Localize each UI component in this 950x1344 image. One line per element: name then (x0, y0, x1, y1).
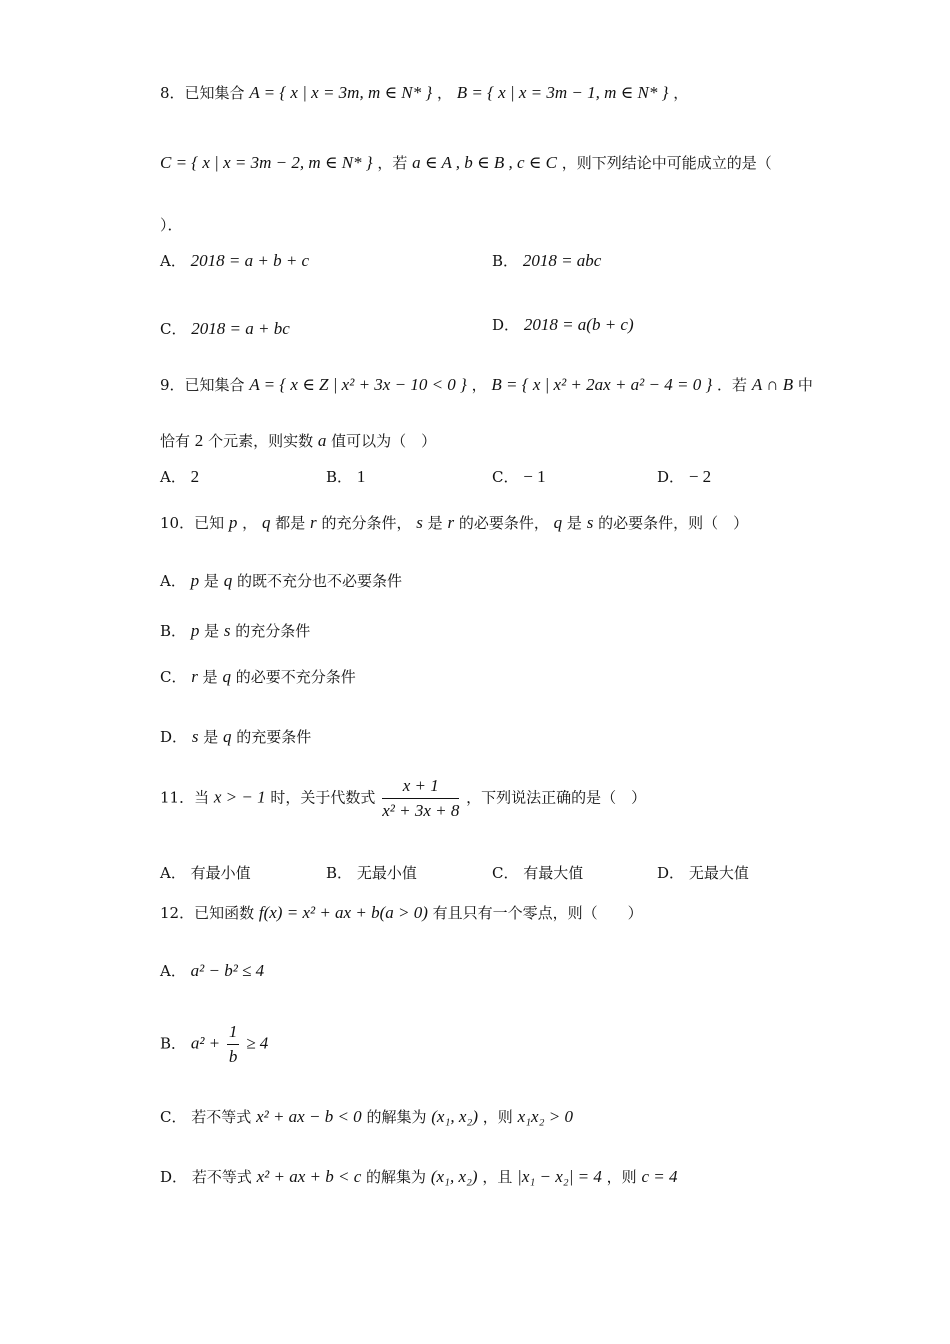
q8-set-c: C = { x | x = 3m − 2, m ∈ N* } (160, 153, 373, 172)
q8-line1: 8．已知集合 A = { x | x = 3m, m ∈ N* } ， B = { x | x = 3m − 1, m ∈ N* } ， (160, 83, 689, 102)
q11-line1: 11．当 x > − 1 时，关于代数式 $\frac{x + 1}{\text{x² + 3x + 8}}$ ，下列说法正确的是（ ） (160, 776, 647, 820)
q8-set-b: B = { x | x = 3m − 1, m ∈ N* } (456, 83, 669, 102)
q8-set-a: A = { x | x = 3m, m ∈ N* } (249, 83, 433, 102)
q9-option-d[interactable]: D． − 2 (657, 467, 712, 486)
q12-line1: 12．已知函数 f(x) = x² + ax + b(a > 0) 有且只有一个零点，则（ ） (160, 903, 643, 922)
q8-number: 8．已知集合 (160, 84, 245, 102)
q9-option-b[interactable]: B． 1 (326, 467, 366, 486)
q12-option-c[interactable]: C． 若不等式 x² + ax − b < 0 的解集为 (x₁, x₂) ，则 x₁x₂ > 0 (160, 1107, 573, 1126)
q8-line3: ）． (160, 216, 183, 234)
q8-condition: a ∈ A , b ∈ B , c ∈ C (412, 153, 557, 172)
q10-option-d[interactable]: D． s 是 q 的充要条件 (160, 727, 312, 746)
q9-option-a[interactable]: A． 2 (160, 467, 200, 486)
q9-set-a: A = { x ∈ Z | x² + 3x − 10 < 0 } (249, 375, 467, 394)
q8-option-a[interactable]: A． 2018 = a + b + c (160, 251, 310, 270)
q10-number: 10．已知 (160, 514, 225, 532)
q9-number: 9．已知集合 (160, 376, 245, 394)
q11-number: 11．当 (160, 788, 210, 807)
q11-fraction (382, 776, 459, 821)
q9-line1: 9．已知集合 A = { x ∈ Z | x² + 3x − 10 < 0 } ， B = { x | x² + 2ax + a² − 4 = 0 } ．若 A ∩ B 中 (160, 375, 813, 394)
q8-line2: C = { x | x = 3m − 2, m ∈ N* } ，若 a ∈ A , b ∈ B , c ∈ C ，则下列结论中可能成立的是（ (160, 153, 772, 172)
q10-option-b[interactable]: B． p 是 s 的充分条件 (160, 621, 311, 640)
q8-option-d[interactable]: D． 2018 = a(b + c) (492, 315, 634, 334)
q8-option-c[interactable]: C． 2018 = a + bc (160, 319, 290, 338)
q12-option-b[interactable]: B． a² + $\frac{1}{b}$ ≥ 4 (160, 1022, 269, 1066)
q10-line1: 10．已知 p ， q 都是 r 的充分条件， s 是 r 的必要条件， q 是 s 的必要条件，则（ ） (160, 513, 749, 532)
q11-option-b[interactable]: B． 无最小值 (326, 864, 417, 882)
q12-b-fraction: $\frac{1}{b}$ (228, 1022, 238, 1066)
q11-option-d[interactable]: D． 无最大值 (657, 864, 749, 882)
q9-set-b: B = { x | x² + 2ax + a² − 4 = 0 } (491, 375, 713, 394)
q10-option-c[interactable]: C． r 是 q 的必要不充分条件 (160, 667, 356, 686)
q8-question: ，则下列结论中可能成立的是（ (561, 154, 772, 172)
q10-option-a[interactable]: A． p 是 q 的既不充分也不必要条件 (160, 571, 402, 590)
q9-line2: 恰有 2 个元素，则实数 a 值可以为（ ） (160, 431, 437, 450)
q12-function: f(x) = x² + ax + b(a > 0) (258, 903, 428, 922)
q11-denominator: x² + 3x + 8 (382, 801, 460, 820)
q12-number: 12．已知函数 (160, 904, 255, 922)
q11-option-a[interactable]: A． 有最小值 (160, 864, 251, 882)
q11-numerator: x + 1 (382, 776, 459, 799)
q12-option-a[interactable]: A． a² − b² ≤ 4 (160, 961, 265, 980)
q12-option-d[interactable]: D． 若不等式 x² + ax + b < c 的解集为 (x₁, x₂) ，且 |x₁ − x₂| = 4 ，则 c = 4 (160, 1167, 678, 1186)
q11-option-c[interactable]: C． 有最大值 (492, 864, 584, 882)
q9-option-c[interactable]: C． − 1 (492, 467, 546, 486)
q8-option-b[interactable]: B． 2018 = abc (492, 251, 602, 270)
